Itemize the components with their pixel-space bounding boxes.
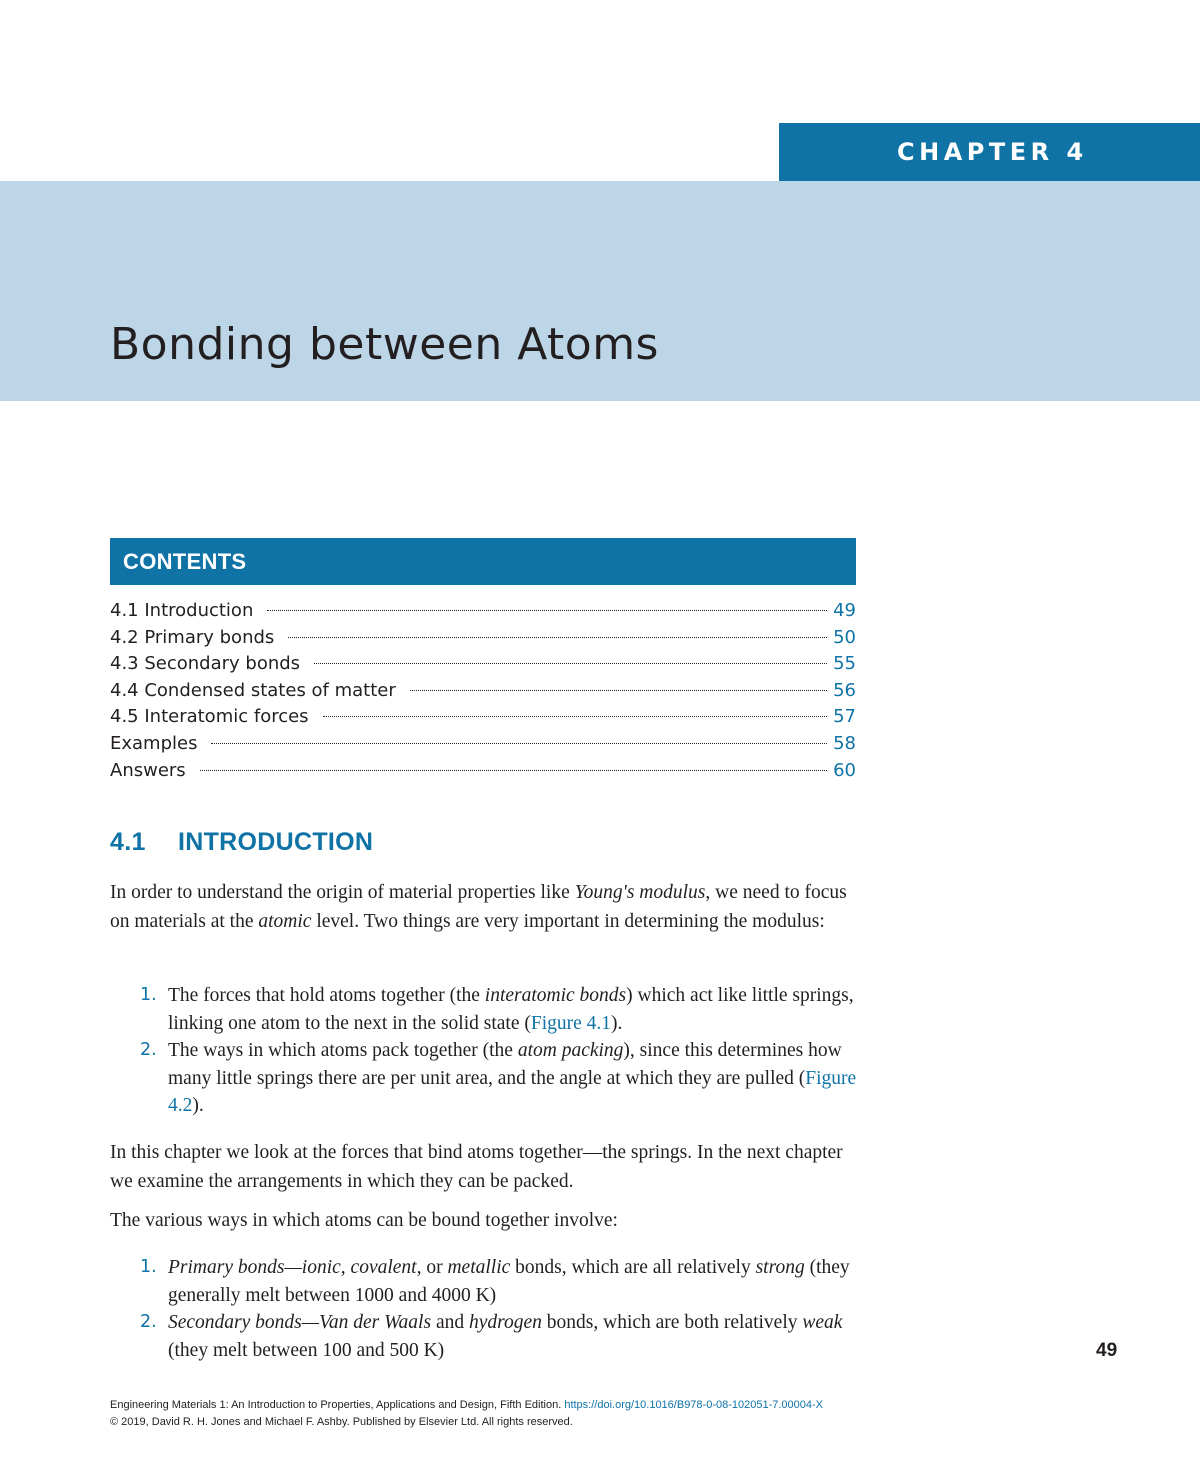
- toc-leader-dots: [200, 769, 827, 771]
- text-run: The forces that hold atoms together (the: [168, 985, 485, 1006]
- table-of-contents: [110, 598, 856, 784]
- emphasis-term: interatomic bonds: [484, 985, 627, 1006]
- emphasis-term: weak: [802, 1312, 843, 1333]
- toc-leader-dots: [211, 742, 827, 744]
- toc-entry-page[interactable]: 49: [833, 600, 856, 621]
- text-run: or: [421, 1257, 448, 1278]
- toc-entry[interactable]: [110, 704, 856, 731]
- citation-text: Engineering Materials 1: An Introduction to Properties, Applications and Design, Fifth Edition.: [110, 1399, 565, 1411]
- toc-entry-page[interactable]: 57: [833, 706, 856, 728]
- text-run: ), since this determines how many little springs there are per unit area, and the angle at which they are pulled (: [168, 1040, 842, 1089]
- citation-line: [110, 1397, 1070, 1414]
- chapter-tab: [779, 123, 1200, 181]
- text-run: ).: [192, 1095, 204, 1116]
- emphasis-term: Young's modulus: [574, 882, 706, 903]
- toc-leader-dots: [267, 609, 827, 611]
- list-item: [110, 1254, 860, 1309]
- chapter-overview-paragraph: In this chapter we look at the forces that bind atoms together—the springs. In the next chapter we examine the arrangements in which they can be packed.: [110, 1142, 843, 1192]
- list-number: 2.: [140, 1312, 157, 1332]
- toc-entry[interactable]: [110, 758, 856, 785]
- toc-entry[interactable]: [110, 598, 856, 625]
- toc-entry-page[interactable]: 58: [833, 732, 856, 754]
- page-number: 49: [1096, 1340, 1118, 1361]
- toc-entry-label[interactable]: 4.5 Interatomic forces: [110, 706, 309, 728]
- emphasis-term: Secondary bonds—Van der Waals: [168, 1312, 432, 1333]
- toc-leader-dots: [323, 715, 828, 717]
- toc-entry-page[interactable]: 56: [833, 679, 856, 701]
- figure-link[interactable]: Figure 4.1: [530, 1012, 612, 1034]
- text-run: level. Two things are very important in determining the modulus:: [311, 910, 825, 932]
- emphasis-term: Primary bonds—ionic, covalent,: [168, 1257, 422, 1278]
- toc-entry-label[interactable]: 4.2 Primary bonds: [110, 626, 275, 648]
- toc-leader-dots: [288, 636, 827, 638]
- list-number: 1.: [140, 985, 157, 1005]
- text-run: , we need to focus on materials at the: [110, 882, 847, 932]
- toc-entry-page[interactable]: 55: [833, 653, 856, 675]
- text-run: ).: [611, 1012, 623, 1034]
- toc-entry[interactable]: [110, 625, 856, 652]
- section-heading: [110, 826, 373, 858]
- toc-leader-dots: [410, 689, 827, 691]
- doi-link[interactable]: https://doi.org/10.1016/B978-0-08-102051-7.00004-X: [564, 1399, 824, 1411]
- toc-entry-page[interactable]: 60: [833, 759, 856, 781]
- toc-entry-label[interactable]: Examples: [110, 732, 198, 754]
- emphasis-term: metallic: [447, 1257, 511, 1278]
- text-run: (they generally melt between 1000 and 4000 K): [168, 1257, 850, 1306]
- figure-link[interactable]: Figure 4.2: [168, 1067, 857, 1116]
- toc-entry[interactable]: [110, 678, 856, 705]
- toc-entry[interactable]: [110, 731, 856, 758]
- emphasis-term: strong: [755, 1257, 805, 1278]
- section-number: 4.1: [110, 828, 146, 856]
- text-run: bonds, which are both relatively: [541, 1312, 803, 1333]
- text-run: ) which act like little springs, linking one atom to the next in the solid state (: [168, 985, 854, 1034]
- toc-leader-dots: [314, 662, 827, 664]
- text-run: bonds, which are all relatively: [510, 1257, 756, 1278]
- toc-entry-label[interactable]: 4.3 Secondary bonds: [110, 653, 301, 675]
- toc-entry[interactable]: [110, 651, 856, 678]
- toc-entry-label[interactable]: Answers: [110, 759, 186, 781]
- list-number: 2.: [140, 1040, 157, 1060]
- page-footer: [110, 1397, 1070, 1431]
- list-item: [110, 982, 860, 1037]
- contents-heading: CONTENTS: [123, 549, 247, 574]
- copyright-line: © 2019, David R. H. Jones and Michael F. Ashby. Published by Elsevier Ltd. All rights reserved.: [110, 1416, 573, 1428]
- text-run: In order to understand the origin of material properties like: [110, 882, 575, 903]
- chapter-title: Bonding between Atoms: [110, 319, 659, 370]
- text-run: The ways in which atoms pack together (the: [168, 1040, 518, 1061]
- emphasis-term: hydrogen: [468, 1312, 542, 1333]
- list-number: 1.: [140, 1257, 157, 1277]
- emphasis-term: atomic: [258, 910, 312, 932]
- toc-entry-label[interactable]: 4.1 Introduction: [110, 600, 254, 621]
- chapter-label: CHAPTER 4: [897, 138, 1088, 166]
- text-run: and: [431, 1312, 469, 1333]
- modulus-factors-list: [110, 982, 860, 1120]
- list-item: [110, 1037, 860, 1120]
- section-title: INTRODUCTION: [178, 828, 374, 856]
- text-run: (they melt between 100 and 500 K): [168, 1339, 445, 1361]
- intro-paragraph: [110, 879, 860, 936]
- toc-entry-page[interactable]: 50: [833, 626, 856, 648]
- emphasis-term: atom packing: [517, 1040, 624, 1061]
- bond-types-list: [110, 1254, 860, 1364]
- list-item: [110, 1309, 860, 1364]
- contents-header: [110, 538, 856, 585]
- bond-types-intro: The various ways in which atoms can be bound together involve:: [110, 1210, 618, 1231]
- toc-entry-label[interactable]: 4.4 Condensed states of matter: [110, 679, 396, 701]
